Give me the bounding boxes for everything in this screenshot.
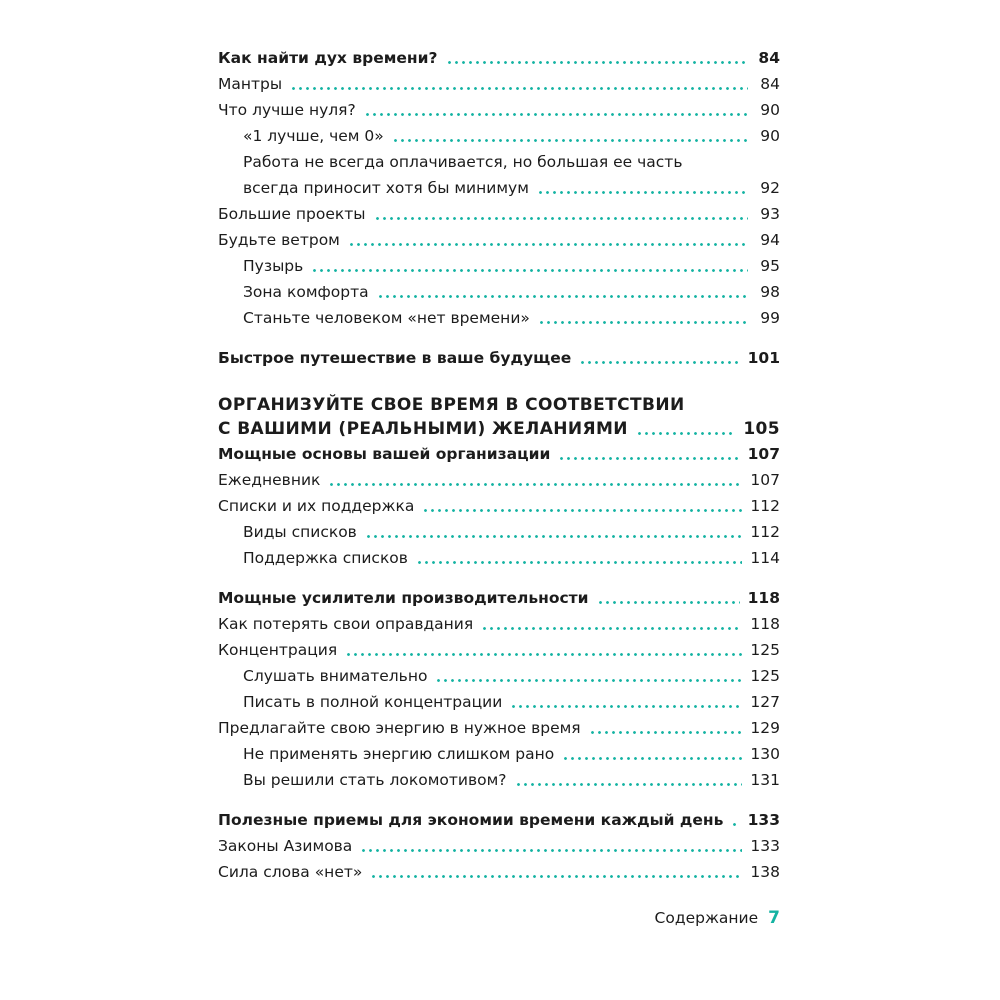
toc-entry [218, 253, 780, 279]
toc-entry-title: Как потерять свои оправдания [218, 615, 474, 633]
toc-entry-page: 84 [760, 75, 780, 93]
dot-leader [589, 731, 743, 734]
toc-entry-title: Большие проекты [218, 205, 366, 223]
dot-leader [290, 87, 748, 90]
toc-entry-page: 130 [750, 745, 780, 763]
toc-entry-page: 112 [750, 523, 780, 541]
toc-entry-title: Законы Азимова [218, 837, 353, 855]
dot-leader [597, 601, 740, 604]
toc-entry-title: Мощные основы вашей организации [218, 445, 551, 463]
toc-entry-page: 125 [750, 641, 780, 659]
toc-entry-page: 84 [758, 49, 780, 67]
page-number: 7 [768, 908, 780, 928]
toc-entry-title: Поддержка списков [243, 549, 408, 567]
toc-entry-page: 133 [747, 811, 780, 829]
toc-entry-page: 105 [743, 419, 780, 439]
dot-leader [374, 217, 749, 220]
dot-leader [510, 705, 742, 708]
toc-entry-title: Писать в полной концентрации [243, 693, 503, 711]
toc-entry-title: Предлагайте свою энергию в нужное время [218, 719, 581, 737]
toc-entry-page: 90 [760, 101, 780, 119]
toc-entry-page: 93 [760, 205, 780, 223]
toc-entry [218, 807, 780, 833]
toc-entry-title: Сила слова «нет» [218, 863, 363, 881]
toc-entry [218, 467, 780, 493]
toc-entry-page: 112 [750, 497, 780, 515]
dot-leader [370, 875, 742, 878]
toc-entry-title: «1 лучше, чем 0» [243, 127, 384, 145]
dot-leader [392, 139, 748, 142]
toc-entry-page: 127 [750, 693, 780, 711]
dot-leader [515, 783, 743, 786]
toc-entry-page: 125 [750, 667, 780, 685]
toc-entry-page: 133 [750, 837, 780, 855]
dot-leader [365, 535, 743, 538]
toc-entry-page: 118 [747, 589, 780, 607]
toc-entry [218, 305, 780, 331]
toc-entry-title: Пузырь [243, 257, 304, 275]
toc-entry [218, 519, 780, 545]
toc-entry-page: 129 [750, 719, 780, 737]
dot-leader [348, 243, 748, 246]
dot-leader [377, 295, 748, 298]
toc-entry [218, 493, 780, 519]
toc-entry [218, 585, 780, 611]
toc-entry [218, 393, 780, 441]
toc-entry [218, 637, 780, 663]
toc-entry [218, 859, 780, 885]
footer-label: Содержание [654, 909, 759, 927]
toc-entry [218, 663, 780, 689]
toc-entry-title: Не применять энергию слишком рано [243, 745, 555, 763]
toc-entry [218, 767, 780, 793]
toc-entry-page: 138 [750, 863, 780, 881]
toc-entry [218, 833, 780, 859]
dot-leader [636, 432, 735, 435]
dot-leader [345, 653, 742, 656]
toc-entry-page: 90 [760, 127, 780, 145]
toc-entry-title: Зона комфорта [243, 283, 369, 301]
dot-leader [416, 561, 742, 564]
dot-leader [558, 457, 739, 460]
toc-entry [218, 441, 780, 467]
toc-entry-page: 95 [760, 257, 780, 275]
toc-entry-page: 99 [760, 309, 780, 327]
dot-leader [538, 321, 748, 324]
toc-entry [218, 611, 780, 637]
toc-entry-title: ОРГАНИЗУЙТЕ СВОЕ ВРЕМЯ В СООТВЕТСТВИИ [218, 395, 685, 415]
toc-entry-title: Списки и их поддержка [218, 497, 415, 515]
toc-entry-title: Полезные приемы для экономии времени каждый день [218, 811, 724, 829]
toc-entry-title: всегда приносит хотя бы минимум [243, 179, 529, 197]
dot-leader [446, 61, 749, 64]
toc-entry [218, 715, 780, 741]
toc-entry-title: Будьте ветром [218, 231, 340, 249]
dot-leader [435, 679, 742, 682]
toc-entry [218, 227, 780, 253]
toc-entry-title: Мантры [218, 75, 283, 93]
toc-entry-title: Станьте человеком «нет времени» [243, 309, 530, 327]
toc-entry [218, 741, 780, 767]
toc-entry-page: 107 [750, 471, 780, 489]
page-footer [655, 908, 780, 928]
dot-leader [364, 113, 748, 116]
dot-leader [311, 269, 748, 272]
dot-leader [328, 483, 742, 486]
toc-entry [218, 45, 780, 71]
toc-entry-title: Мощные усилители производительности [218, 589, 589, 607]
dot-leader [360, 849, 742, 852]
toc-entry [218, 345, 780, 371]
toc-entry-page: 92 [760, 179, 780, 197]
table-of-contents [218, 45, 780, 885]
toc-entry-title: Виды списков [243, 523, 357, 541]
toc-entry-title: Вы решили стать локомотивом? [243, 771, 507, 789]
toc-entry-page: 98 [760, 283, 780, 301]
toc-entry-page: 118 [750, 615, 780, 633]
toc-entry [218, 545, 780, 571]
toc-entry-title: Слушать внимательно [243, 667, 428, 685]
toc-entry-title: Что лучше нуля? [218, 101, 356, 119]
toc-entry-title: С ВАШИМИ (РЕАЛЬНЫМИ) ЖЕЛАНИЯМИ [218, 419, 628, 439]
dot-leader [562, 757, 742, 760]
toc-entry [218, 97, 780, 123]
toc-entry-page: 114 [750, 549, 780, 567]
toc-entry-page: 131 [750, 771, 780, 789]
toc-entry-page: 94 [760, 231, 780, 249]
toc-entry [218, 279, 780, 305]
toc-entry [218, 689, 780, 715]
dot-leader [537, 191, 748, 194]
toc-entry-title: Работа не всегда оплачивается, но большая ее часть [243, 153, 683, 171]
toc-entry-title: Концентрация [218, 641, 338, 659]
toc-entry [218, 123, 780, 149]
toc-entry-page: 107 [747, 445, 780, 463]
toc-entry-title: Быстрое путешествие в ваше будущее [218, 349, 572, 367]
toc-entry [218, 71, 780, 97]
dot-leader [731, 823, 739, 826]
toc-entry-title: Ежедневник [218, 471, 321, 489]
toc-entry [218, 149, 780, 201]
toc-entry-title: Как найти дух времени? [218, 49, 438, 67]
toc-entry-page: 101 [747, 349, 780, 367]
dot-leader [422, 509, 742, 512]
dot-leader [481, 627, 742, 630]
dot-leader [579, 361, 739, 364]
toc-entry [218, 201, 780, 227]
